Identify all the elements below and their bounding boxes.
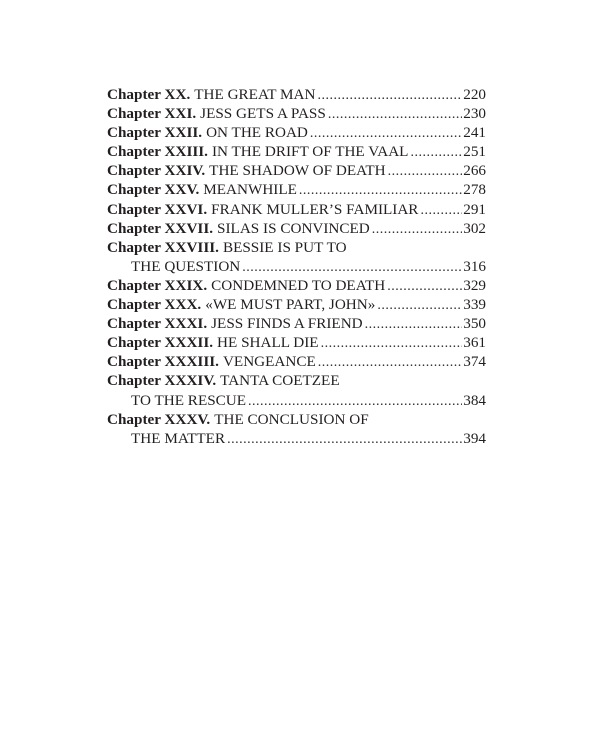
chapter-label: Chapter XX. — [107, 86, 191, 103]
toc-entry-chapter-xxi[interactable] — [107, 104, 486, 123]
chapter-title: SILAS IS CONVINCED — [217, 219, 370, 237]
chapter-title: «WE MUST PART, JOHN» — [205, 296, 376, 314]
chapter-label: Chapter XXIII. — [107, 143, 208, 161]
chapter-title: BESSIE IS PUT TO — [222, 238, 347, 256]
dot-leader — [365, 315, 463, 334]
dot-leader — [410, 143, 462, 162]
chapter-title: JESS FINDS A FRIEND — [211, 315, 363, 333]
chapter-label: Chapter XXIV. — [107, 162, 206, 180]
page-number: 316 — [463, 257, 486, 275]
chapter-label: Chapter XXIX. — [107, 276, 208, 294]
page-number: 241 — [463, 124, 486, 142]
chapter-title: THE GREAT MAN — [194, 86, 316, 103]
toc-entry-chapter-xxiii[interactable] — [107, 142, 486, 161]
toc-entry-chapter-xxvi[interactable] — [107, 200, 486, 219]
chapter-label: Chapter XXXIII. — [107, 353, 219, 371]
chapter-label: Chapter XXVI. — [107, 200, 208, 218]
chapter-title: THE SHADOW OF DEATH — [209, 162, 386, 180]
dot-leader — [328, 105, 462, 124]
page-number: 329 — [463, 276, 486, 294]
toc-entry-chapter-xxix[interactable] — [107, 276, 486, 295]
chapter-title: VENGEANCE — [222, 353, 316, 371]
chapter-label: Chapter XXXI. — [107, 315, 208, 333]
chapter-title-continued: TO THE RESCUE — [131, 391, 247, 409]
dot-leader — [372, 220, 462, 239]
chapter-title: MEANWHILE — [203, 181, 297, 199]
toc-entry-chapter-xxv[interactable] — [107, 180, 486, 199]
chapter-label: Chapter XXX. — [107, 296, 202, 314]
dot-leader — [248, 392, 462, 411]
page-number: 339 — [463, 296, 486, 314]
chapter-title: JESS GETS A PASS — [200, 105, 326, 123]
toc-entry-chapter-xxiv[interactable] — [107, 161, 486, 180]
toc-entry-chapter-xxviii[interactable] — [107, 238, 486, 276]
chapter-title: IN THE DRIFT OF THE VAAL — [211, 143, 409, 161]
toc-entry-chapter-xxxiii[interactable] — [107, 352, 486, 371]
toc-entry-chapter-xxxii[interactable] — [107, 333, 486, 352]
page-number: 302 — [463, 219, 486, 237]
page-number: 278 — [463, 181, 486, 199]
table-of-contents — [107, 85, 486, 448]
page-number: 266 — [463, 162, 486, 180]
page-number: 350 — [463, 315, 486, 333]
dot-leader — [227, 430, 462, 449]
page-number: 291 — [463, 200, 486, 218]
chapter-label: Chapter XXVII. — [107, 219, 214, 237]
chapter-title: ON THE ROAD — [206, 124, 308, 142]
dot-leader — [242, 258, 462, 277]
toc-entry-chapter-xxvii[interactable] — [107, 219, 486, 238]
toc-entry-chapter-xxii[interactable] — [107, 123, 486, 142]
chapter-title-continued: THE QUESTION — [131, 257, 241, 275]
dot-leader — [387, 277, 462, 296]
toc-entry-chapter-xxxv[interactable] — [107, 410, 486, 448]
toc-entry-chapter-xx[interactable] — [107, 85, 486, 104]
dot-leader — [318, 353, 462, 372]
chapter-label: Chapter XXVIII. — [107, 238, 219, 256]
page-number: 230 — [463, 105, 486, 123]
chapter-label: Chapter XXXIV. — [107, 372, 217, 390]
chapter-label: Chapter XXI. — [107, 105, 197, 123]
chapter-title-continued: THE MATTER — [131, 429, 226, 447]
toc-entry-chapter-xxxi[interactable] — [107, 314, 486, 333]
page-number: 374 — [463, 353, 486, 371]
dot-leader — [299, 181, 462, 200]
chapter-title: HE SHALL DIE — [217, 334, 319, 352]
dot-leader — [310, 124, 462, 143]
chapter-label: Chapter XXXII. — [107, 334, 214, 352]
dot-leader — [388, 162, 463, 181]
chapter-label: Chapter XXXV. — [107, 410, 211, 428]
dot-leader — [420, 201, 462, 220]
chapter-label: Chapter XXII. — [107, 124, 203, 142]
page-number: 394 — [463, 429, 486, 447]
dot-leader — [317, 86, 462, 105]
page-number: 220 — [463, 86, 486, 103]
chapter-title: TANTA COETZEE — [220, 372, 340, 390]
toc-entry-chapter-xxx[interactable] — [107, 295, 486, 314]
page-number: 361 — [463, 334, 486, 352]
page-number: 251 — [463, 143, 486, 161]
chapter-title: FRANK MULLER’S FAMILIAR — [211, 200, 419, 218]
dot-leader — [321, 334, 463, 353]
chapter-label: Chapter XXV. — [107, 181, 200, 199]
chapter-title: THE CONCLUSION OF — [214, 410, 369, 428]
dot-leader — [377, 296, 462, 315]
page-number: 384 — [463, 391, 486, 409]
toc-entry-chapter-xxxiv[interactable] — [107, 371, 486, 409]
chapter-title: CONDEMNED TO DEATH — [211, 276, 386, 294]
